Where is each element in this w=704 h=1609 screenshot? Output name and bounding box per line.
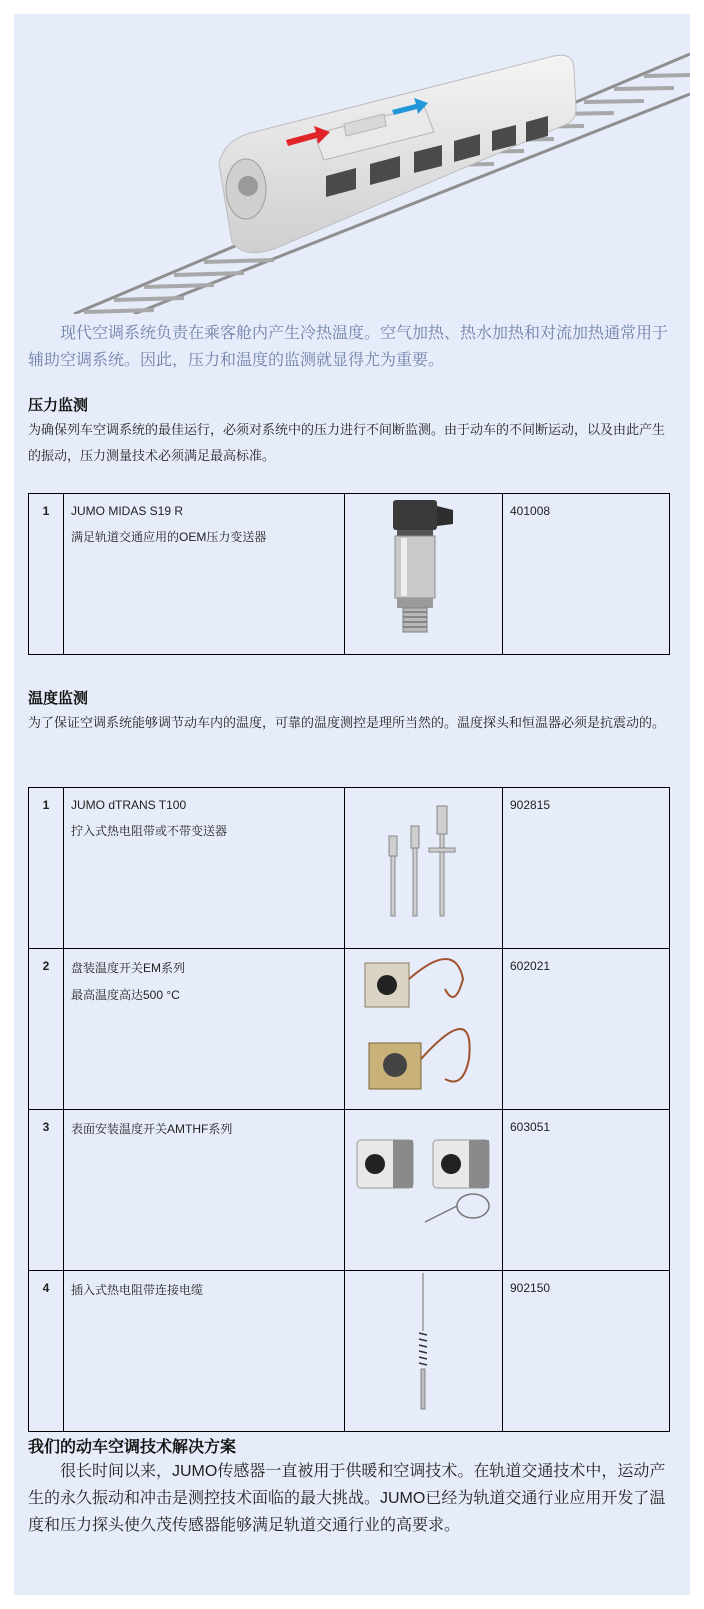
row-number: 3 [29, 1110, 64, 1271]
pressure-heading: 压力监测 [28, 397, 89, 414]
product-code: 902150 [503, 1271, 670, 1432]
product-code: 401008 [503, 494, 670, 655]
product-description: 满足轨道交通应用的OEM压力变送器 [71, 530, 267, 544]
panel-thermostat-image [345, 949, 503, 1110]
product-name: JUMO dTRANS T100 [71, 798, 187, 812]
solution-paragraph: 很长时间以来，JUMO传感器一直被用于供暖和空调技术。在轨道交通技术中，运动产生的永久振动和冲击是测控技术面临的最大挑战。JUMO已经为轨道交通行业应用开发了温度和压力探头使久茂传感器能够满足轨道交通行业的高要求。 [28, 1463, 666, 1534]
pressure-transmitter-image [345, 494, 503, 655]
product-name: 盘装温度开关EM系列 [71, 961, 186, 975]
product-description: 最高温度高达500 °C [71, 988, 180, 1002]
table-row [29, 494, 670, 655]
temperature-heading: 温度监测 [28, 690, 89, 707]
product-code: 602021 [503, 949, 670, 1110]
table-row [29, 1110, 670, 1271]
surface-thermostat-image [345, 1110, 503, 1271]
article-panel [14, 14, 690, 1595]
product-name: JUMO MIDAS S19 R [71, 504, 184, 518]
row-number: 2 [29, 949, 64, 1110]
product-code: 902815 [503, 788, 670, 949]
product-name: 表面安装温度开关AMTHF系列 [71, 1122, 233, 1136]
product-description: 拧入式热电阻带或不带变送器 [71, 824, 228, 838]
cable-rtd-image [345, 1271, 503, 1432]
row-number: 4 [29, 1271, 64, 1432]
pressure-product-table [28, 493, 670, 655]
row-number: 1 [29, 788, 64, 949]
train-illustration [14, 14, 690, 314]
rtd-probes-image [345, 788, 503, 949]
product-code: 603051 [503, 1110, 670, 1271]
pressure-description: 为确保列车空调系统的最佳运行，必须对系统中的压力进行不间断监测。由于动车的不间断运动，以及由此产生的振动，压力测量技术必须满足最高标准。 [28, 422, 666, 463]
solution-heading: 我们的动车空调技术解决方案 [28, 1439, 237, 1456]
table-row [29, 788, 670, 949]
product-name: 插入式热电阻带连接电缆 [71, 1283, 204, 1297]
temperature-description: 为了保证空调系统能够调节动车内的温度，可靠的温度测控是理所当然的。温度探头和恒温器必须是抗震动的。 [28, 715, 666, 730]
table-row [29, 949, 670, 1110]
intro-paragraph: 现代空调系统负责在乘客舱内产生冷热温度。空气加热、热水加热和对流加热通常用于辅助空调系统。因此，压力和温度的监测就显得尤为重要。 [28, 325, 669, 369]
table-row [29, 1271, 670, 1432]
row-number: 1 [29, 494, 64, 655]
temperature-product-table [28, 787, 670, 1432]
